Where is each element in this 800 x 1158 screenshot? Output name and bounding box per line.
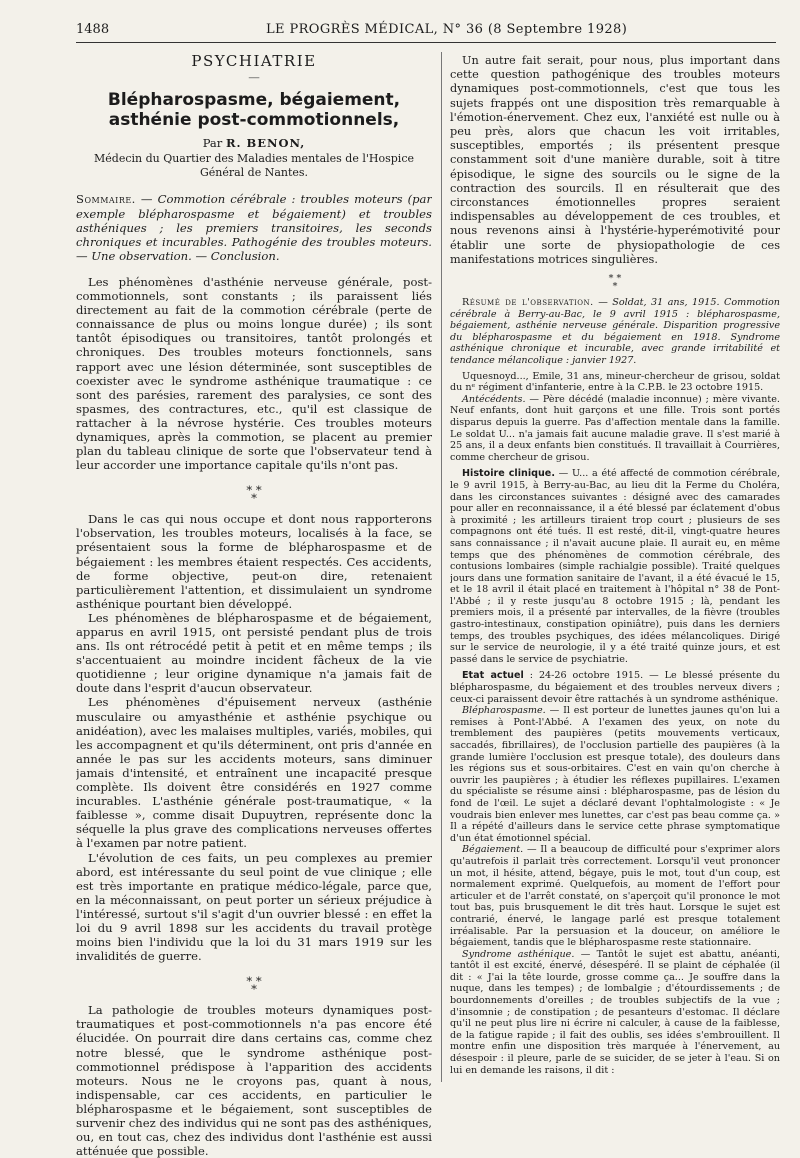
clinical-history: [450, 468, 780, 665]
paragraph: Les phénomènes d'asthénie nerveuse générale, post-commotionnels, sont constants ; ils paraissent liés directement au fait de la commotion cérébrale (perte de connaissance de plus ou moins longue durée) ; ils sont tantôt épisodiques ou transitoires, tantôt prolongés et chroniques. Des troubles moteurs fonctionnels, sans rapport avec une lésion déterminée, sont susceptibles de coexister avec le syndrome asthénique traumatique : ce sont des parésies, rarement des paralysies, ce sont des spasmes, des contractures, etc., qu'il est classique de rattacher à la névrose hystérie. Ces troubles moteurs dynamiques, après la commotion, se placent au premier plan du tableau clinique de sorte que l'observateur tend à leur accorder une importance capitale qu'ils n'ont pas.: [76, 274, 432, 473]
observation-block: [450, 297, 780, 1076]
etat-label: Etat actuel: [462, 670, 524, 682]
etat-text: : 24-26 octobre 1915. — Le blessé présente du blépharospasme, du bégaiement et des troubles nerveux divers ; ceux-ci paraissent devoir être rattachés à un syndrome asthénique.: [450, 670, 780, 705]
separator-stars: * * *: [246, 974, 262, 997]
author-prefix: Par: [202, 136, 223, 151]
journal-title: LE PROGRÈS MÉDICAL, N° 36 (8 Septembre 1928): [266, 22, 628, 37]
paragraph: Les phénomènes d'épuisement nerveux (asthénie musculaire ou amyasthénie et asthénie psychique ou anidéation), avec les malaises multiples, variés, mobiles, qui les accompagnent et qu'ils déterminent, ont pris d'année en année le pas sur les accidents moteurs, sans diminuer jamais d'intensité, et entraînent une incapacité presque complète. Ils doivent être considérés en 1927 comme incurables. L'asthénie générale post-traumatique, « la faiblesse », comme disait Dupuytren, représente donc la séquelle la plus grave des complications nerveuses offertes à l'examen par notre patient.: [76, 695, 432, 851]
paragraph: Les phénomènes de blépharospasme et de bégaiement, apparus en avril 1915, ont persisté pendant plus de trois ans. Ils ont rétrocédé petit à petit et en même temps ; ils s'accentuaient au moindre incident fâcheux de la vie quotidienne ; leur origine dynamique n'a jamais fait de doute dans l'esprit d'aucun observateur.: [76, 610, 432, 696]
antecedents-text: — Père décédé (maladie inconnue) ; mère vivante. Neuf enfants, dont huit garçons et une fille. Trois sont portés disparus depuis la guerre. Pas d'affection mentale dans la famille. Le soldat U... n'a jamais fait aucune maladie grave. Il s'est marié à 25 ans, il a deux enfants bien constitués. Il travaillait à Courrières, comme chercheur de grisou.: [450, 393, 780, 463]
summary-text: — Commotion cérébrale : troubles moteurs (par exemple blépharospasme et bégaiement) et troubles asthéniques ; les premiers transitoires, les seconds chroniques et incurables. Pathogénie des troubles moteurs. — Une observation. — Conclusion.: [76, 192, 432, 263]
antecedents: [450, 394, 780, 464]
right-column: [450, 54, 780, 1076]
paragraph: La pathologie de troubles moteurs dynamiques post-traumatiques et post-commotionnels n'a pas encore été élucidée. On pourrait dire dans certains cas, comme chez notre blessé, que le syndrome asthénique post-commotionnel prédispose à l'apparition des accidents moteurs. Nous ne le croyons pas, quant à nous, indispensable, car ces accidents, en particulier le blépharospasme et le bégaiement, sont susceptibles de survenir chez des individus qui ne sont pas des asthéniques, ou, en tout cas, chez des individus dont l'asthénie est aussi atténuée que possible.: [76, 1003, 432, 1158]
histoire-text: — U... a été affecté de commotion cérébrale, le 9 avril 1915, à Berry-au-Bac, au lieu dit la Ferme du Choléra, dans les circonstances suivantes : désigné avec des camarades pour aller en reconnaissance, il a été blessé par éclatement d'obus à proximité ; les artilleurs tiraient trop court ; plusieurs de ses compagnons ont été tués. Il est resté, dit-il, vingt-quatre heures sans connaissance ; il n'avait aucune plaie. Il aurait eu, en même temps que des phénomènes de commotion cérébrale, des contusions lombaires (simple rachialgie possible). Traité quelques jours dans une formation sanitaire de l'avant, il a été évacué le 15, et le 18 avril il était placé en traitement à l'hôpital n° 38 de Pont-l'Abbé ; il y reste jusqu'au 8 octobre 1915 ; là, pendant les premiers mois, il a présenté par intervalles, de la fièvre (troubles gastro-intestinaux, constipation opiniâtre), puis dans les derniers temps, des troubles psychiques, des idées mélancoliques. Dirigé sur le service de neurologie, il y a été traité quinze jours, et est passé dans le service de psychiatrie.: [450, 468, 780, 665]
author-name: R. BENON,: [225, 136, 306, 151]
observation-summary: [450, 297, 780, 367]
begai-text: — Il a beaucoup de difficulté pour s'exprimer alors qu'autrefois il parlait très correctement. Lorsqu'il veut prononcer un mot, il hésite, attend, bégaye, puis le mot, tout d'un coup, est normalement exprimé. Quelquefois, au moment de l'effort pour articuler et de l'arrêt constaté, on s'aperçoit qu'il prononce le mot tout bas, puis brusquement le dit très haut. Lorsque le sujet est contrarié, énervé, le langage parlé est presque totalement irréalisable. Par la persuasion et la douceur, on améliore le bégaiement, tandis que le blépharospasme reste stationnaire.: [450, 844, 780, 949]
resume-text: — Soldat, 31 ans, 1915. Commotion cérébrale à Berry-au-Bac, le 9 avril 1915 : blépharospasme, bégaiement, asthénie nerveuse générale. Disparition progressive du blépharospasme et du bégaiement en 1918. Syndrome asthénique chronique et incurable, avec grande irritabilité et tendance mélancolique : janvier 1927.: [450, 297, 780, 367]
section-dash: —: [248, 70, 260, 85]
author-line: [76, 136, 432, 150]
synd-text: — Tantôt le sujet est abattu, anéanti, tantôt il est excité, énervé, désespéré. Il se plaint de céphalée (il dit : « J'ai la tête lourde, grosse comme ça... Je souffre dans la nuque, dans les tempes) ; de lombalgie ; d'étourdissements ; de bourdonnements d'oreilles ; de troubles subjectifs de la vue ; d'insomnie ; de constipation ; de pesanteurs d'estomac. Il déclare qu'il ne peut plus lire ni écrire ni calculer, à cause de la faiblesse, de la fatigue rapide ; il fait des oublis, ses idées s'embrouillent. Il montre enfin une disposition très marquée à l'énervement, au désespoir : il pleure, parle de se suicider, de se jeter à l'eau. Si on lui en demande les raisons, il dit :: [450, 948, 780, 1076]
separator-stars: * * *: [246, 483, 262, 506]
section-heading: PSYCHIATRIE: [191, 54, 317, 70]
summary-label: Sommaire.: [76, 192, 136, 207]
left-column: [76, 54, 432, 1158]
antecedents-label: Antécédents.: [462, 393, 526, 405]
page-number: 1488: [76, 22, 110, 37]
patient-identity: Uquesnoyd..., Emile, 31 ans, mineur-chercheur de grisou, soldat du nᵉ régiment d'infanterie, entre à la C.P.B. le 23 octobre 1915.: [450, 370, 780, 394]
begai-label: Bégaiement.: [462, 844, 524, 856]
article-title: Blépharospasme, bégaiement, asthénie post-commotionnels,: [107, 90, 401, 131]
histoire-label: Histoire clinique.: [462, 468, 555, 480]
author-affiliation: Médecin du Quartier des Maladies mentales de l'Hospice Général de Nantes.: [94, 152, 414, 180]
resume-label: Résumé de l'observation.: [462, 297, 594, 309]
current-state: [450, 670, 780, 705]
paragraph: L'évolution de ces faits, un peu complexes au premier abord, est intéressante du seul point de vue clinique ; elle est très importante en pratique médico-légale, parce que, en la méconnaissant, on peut porter un sérieux préjudice à l'intéressé, surtout s'il s'agit d'un ouvrier blessé : en effet la loi du 9 avril 1898 sur les accidents du travail protège moins bien l'individu que la loi du 31 mars 1919 sur les invalidités de guerre.: [76, 850, 432, 964]
bleph-label: Blépharospasme.: [462, 705, 546, 717]
page-header: [76, 20, 776, 43]
bleph-text: — Il est porteur de lunettes jaunes qu'on lui a remises à Pont-l'Abbé. A l'examen des yeux, on note du tremblement des paupières (petits mouvements verticaux, saccadés, fibrillaires), de l'occlusion partielle des paupières (à la grande lumière l'occlusion est presque totale), des douleurs dans les régions sus et sous-orbitaires. C'est en vain qu'on cherche à ouvrir les paupières ; à étudier les réflexes pupillaires. L'examen du spécialiste se résume ainsi : blépharospasme, pas de lésion du fond de l'œil. Le sujet a déclaré devant l'ophtalmologiste : « Je voudrais bien enlever mes lunettes, car c'est pas beau comme ça. » Il a répété d'ailleurs dans le service cette phrase symptomatique d'un état émotionnel spécial.: [450, 705, 780, 844]
paragraph: Dans le cas qui nous occupe et dont nous rapporterons l'observation, les troubles moteurs, localisés à la face, se présentaient sous la forme de blépharospasme et de bégaiement : les membres étaient respectés. Ces accidents, de forme objective, peut-on dire, retenaient particulièrement l'attention, et dissimulaient un syndrome asthénique pourtant bien développé.: [76, 512, 432, 611]
paragraph: Un autre fait serait, pour nous, plus important dans cette question pathogénique des troubles moteurs dynamiques post-commotionnels, c'est que tous les sujets frappés ont une disposition très remarquable à l'émotion-énervement. Chez eux, l'anxiété est nulle ou à peu près, alors que chacun les voit irritables, susceptibles, emportés ; ils présentent presque constamment soit d'une manière durable, soit à titre épisodique, le signe des sourcils ou le signe de la contraction des sourcils. Il en résulterait que des circonstances émotionnelles propres seraient indispensables au développement de ces troubles, et nous revenons ainsi à l'hystérie-hyperémotivité pour établir une sorte de physiopathologie de ces manifestations motrices singulières.: [450, 54, 780, 266]
synd-label: Syndrome asthénique.: [462, 948, 575, 960]
separator-stars: * * *: [608, 273, 622, 293]
stuttering: [450, 844, 780, 948]
blepharospasm: [450, 705, 780, 844]
asthenic-syndrome: [450, 949, 780, 1077]
summary: [76, 192, 432, 262]
column-divider: [441, 52, 442, 1082]
